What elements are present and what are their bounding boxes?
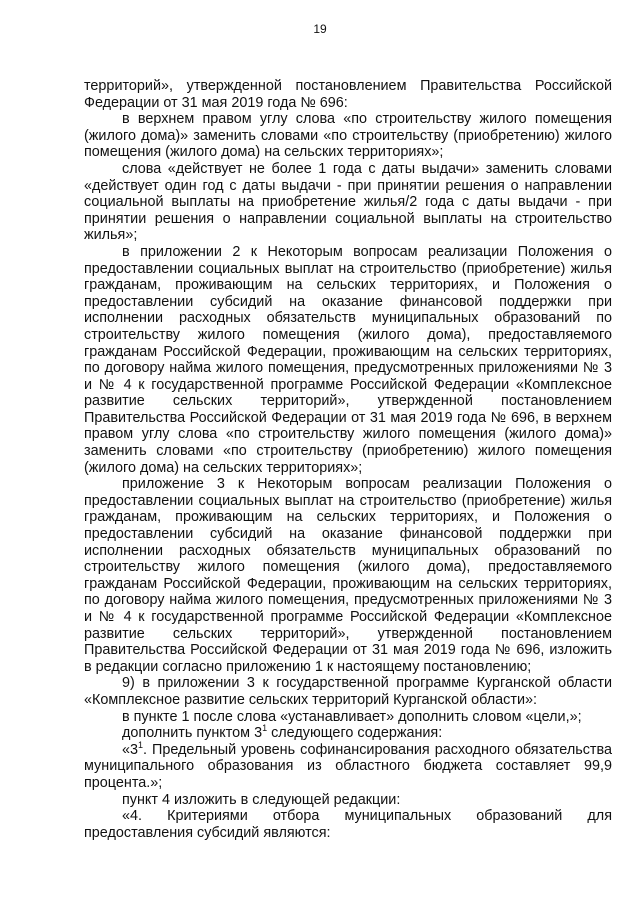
document-body [84,78,612,841]
page-number: 19 [313,22,327,36]
paragraph: 9) в приложении 3 к государственной программе Курганской области «Комплексное развитие сельских территорий Курганской области»: [84,675,612,708]
paragraph: в пункте 1 после слова «устанавливает» дополнить словом «цели,»; [122,708,582,725]
paragraph: территорий», утвержденной постановлением Правительства Российской Федерации от 31 мая 2019 года № 696: [84,78,612,111]
paragraph-text: дополнить пунктом 3 [122,725,263,742]
paragraph [84,739,612,792]
paragraph: пункт 4 изложить в следующей редакции: [122,791,401,808]
paragraph: в верхнем правом углу слова «по строительству жилого помещения (жилого дома)» заменить словами «по строительству (приобретению) жилого помещения (жилого дома) на сельских территориях»; [84,111,612,161]
superscript: 1 [138,739,144,750]
paragraph-text: «3 [122,741,139,758]
paragraph [84,725,612,742]
superscript: 1 [262,723,268,734]
paragraph-text: следующего содержания: [267,725,443,742]
paragraph: в приложении 2 к Некоторым вопросам реализации Положения о предоставлении социальных выплат на строительство (приобретение) жилья гражданам, проживающим на сельских территориях, и Положения о предоставлении субсидий на оказание финансовой поддержки при исполнении расходных обязательств муниципальных образований по строительству жилого помещения (жилого дома), предоставляемого гражданам Российской Федерации, проживающим на сельских территориях, по договору найма жилого помещения, предусмотренных приложениями № 3 и № 4 к государственной программе Российской Федерации «Комплексное развитие сельских территорий», утвержденной постановлением Правительства Российской Федерации от 31 мая 2019 года № 696, в верхнем правом углу слова «по строительству жилого помещения (жилого дома)» заменить словами «по строительству (приобретению) жилого помещения (жилого дома) на сельских территориях»; [84,243,612,476]
paragraph: «4. Критериями отбора муниципальных образований для предоставления субсидий являются: [84,808,612,841]
paragraph-text: . Предельный уровень софинансирования расходного обязательства муниципального образования из областного бюджета составляет 99,9 процента.»; [84,741,612,791]
paragraph: слова «действует не более 1 года с даты выдачи» заменить словами «действует один год с даты выдачи - при принятии решения о направлении социальной выплаты на приобретение жилья/2 года с даты выдачи - при принятии решения о направлении социальной выплаты на строительство жилья»; [84,160,612,244]
paragraph: приложение 3 к Некоторым вопросам реализации Положения о предоставлении социальных выплат на строительство (приобретение) жилья гражданам, проживающим на сельских территориях, и Положения о предоставлении субсидий на оказание финансовой поддержки при исполнении расходных обязательств муниципальных образований по строительству жилого помещения (жилого дома), предоставляемого гражданам Российской Федерации, проживающим на сельских территориях, по договору найма жилого помещения, предусмотренных приложениями № 3 и № 4 к государственной программе Российской Федерации «Комплексное развитие сельских территорий», утвержденной постановлением Правительства Российской Федерации от 31 мая 2019 года № 696, изложить в редакции согласно приложению 1 к настоящему постановлению; [84,476,612,675]
